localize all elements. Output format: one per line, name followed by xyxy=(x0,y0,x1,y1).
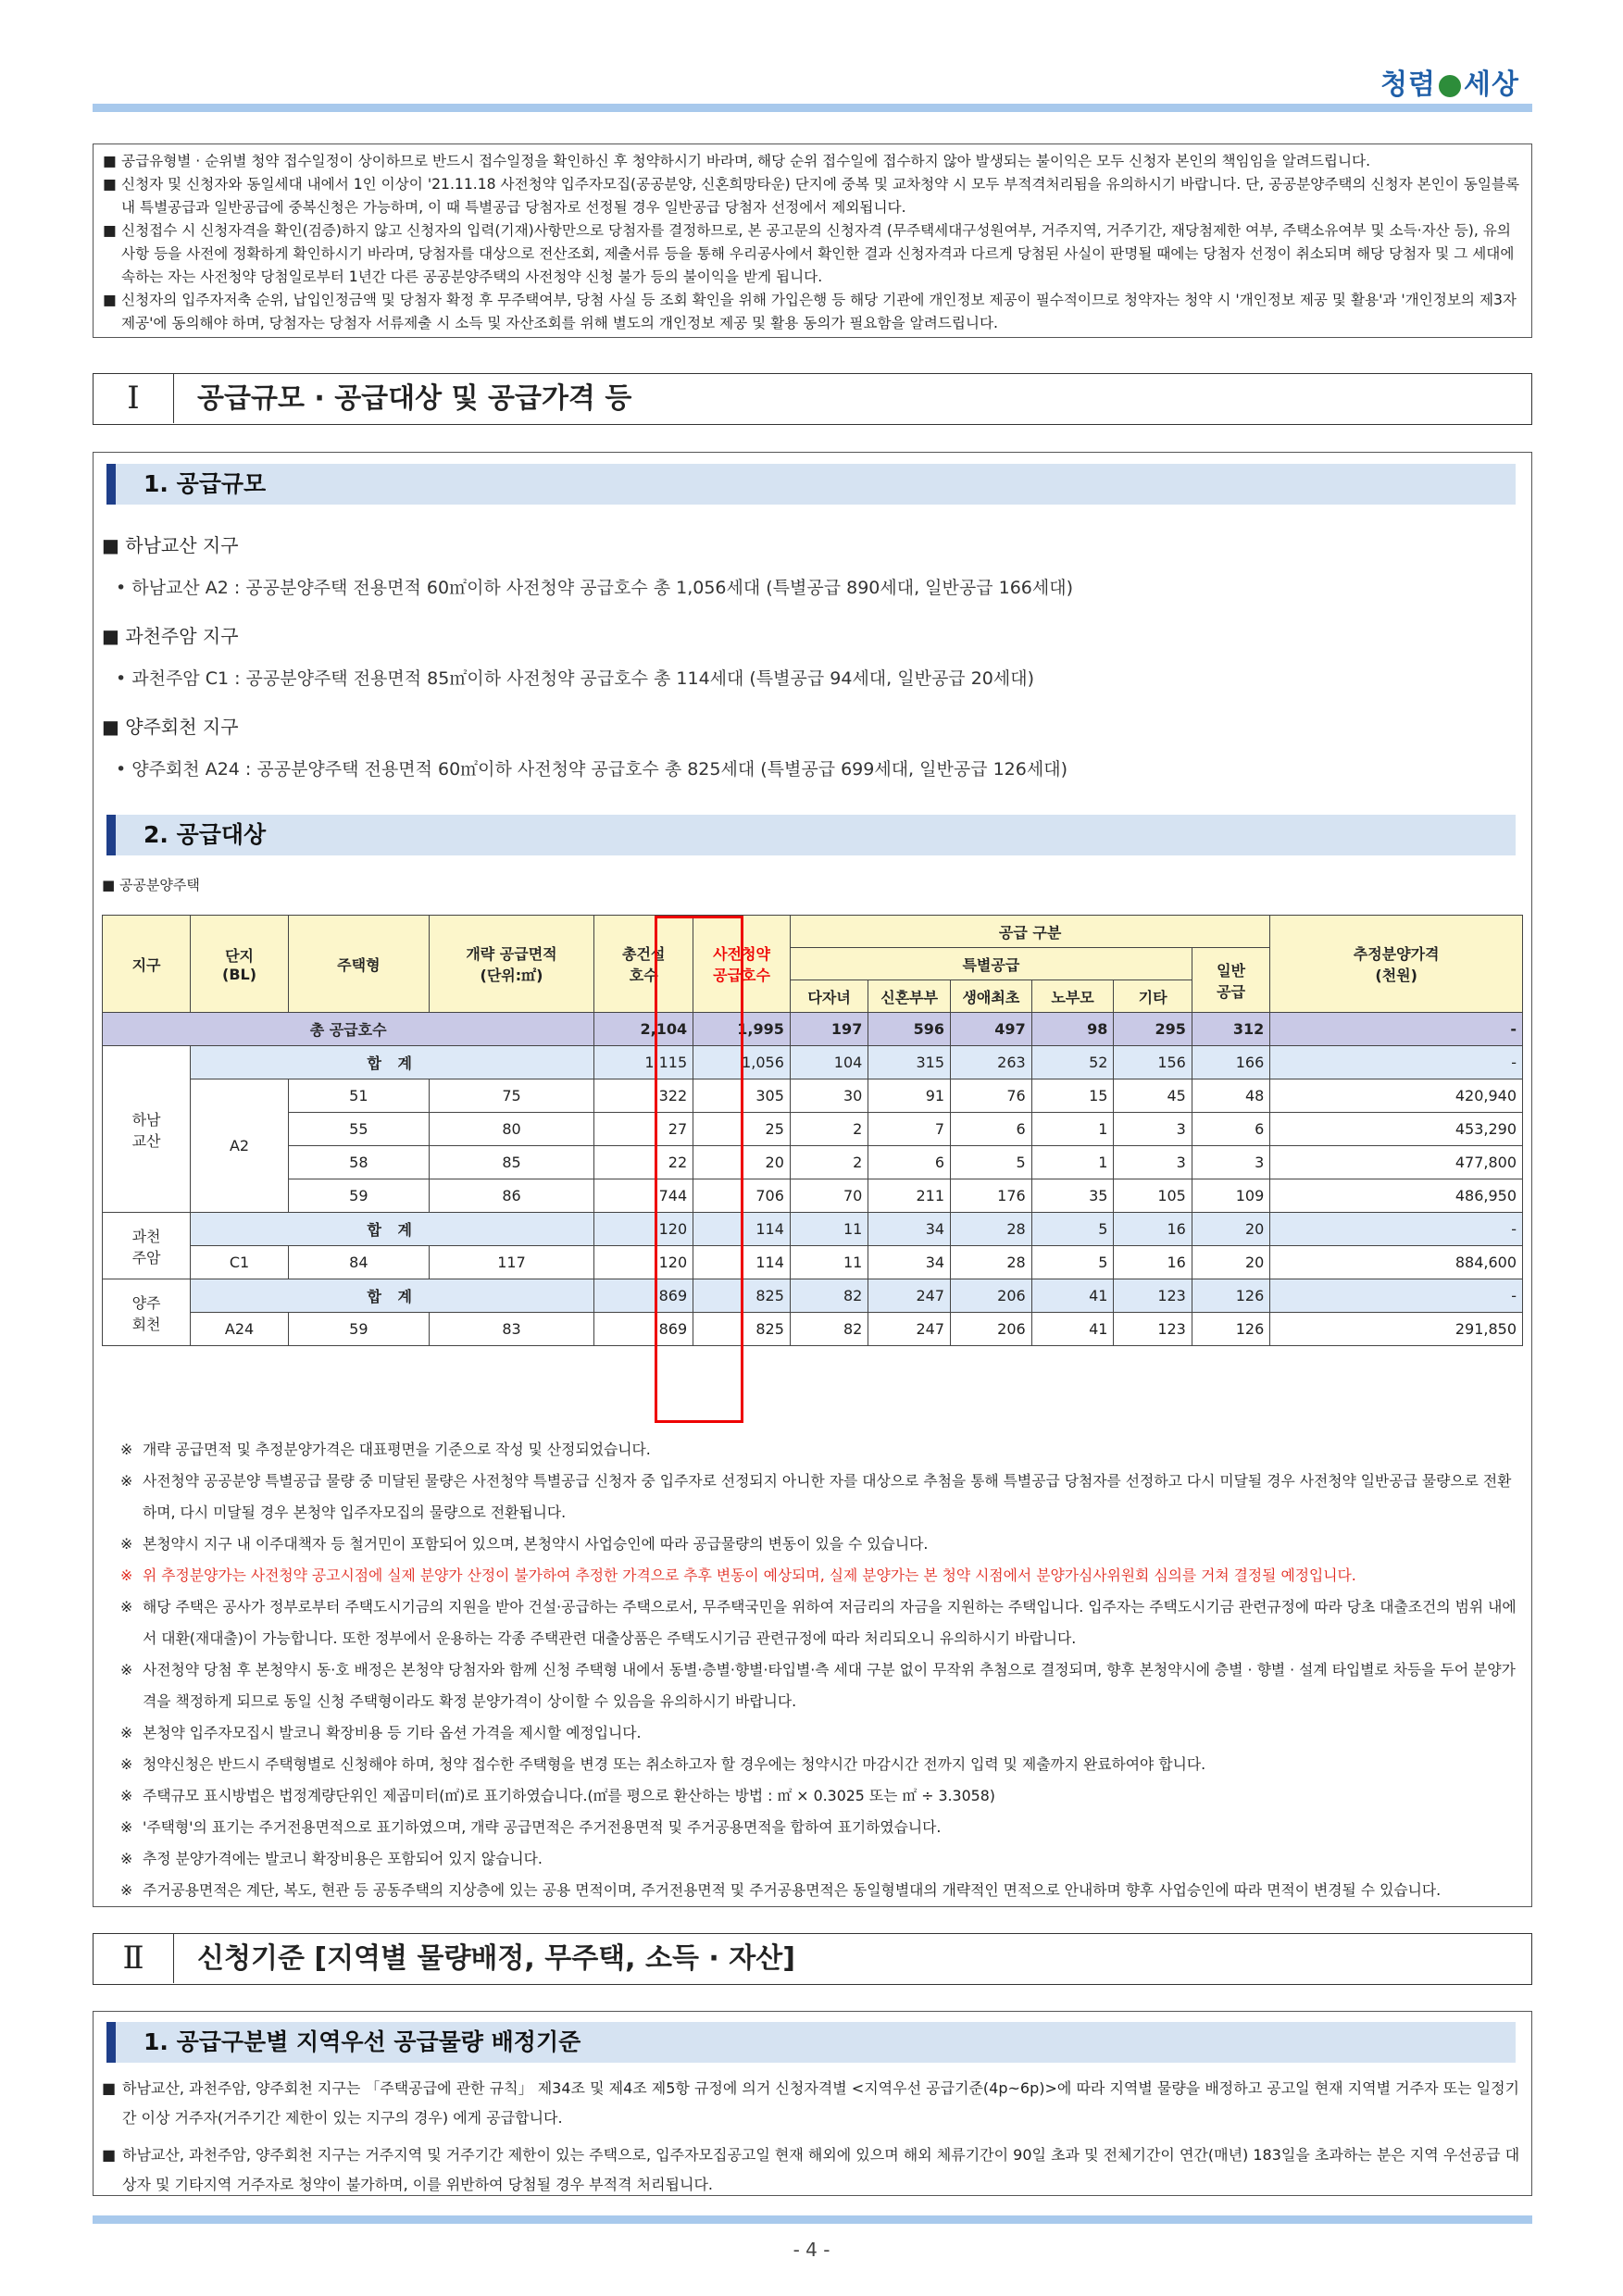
allocation-criteria xyxy=(102,2074,1523,2200)
col-general: 일반 공급 xyxy=(1192,948,1269,1013)
notice-item: ■ 신청자 및 신청자와 동일세대 내에서 1인 이상이 '21.11.18 사전청약 입주자모집(공공분양, 신혼희망타운) 단지에 중복 및 교차청약 시 모두 부적격처리됨을 유의하시기 바랍니다. 단, 공공분양주택의 신청자 본인이 동일블록 내 특별공급과 일반공급에 중복신청은 가능하며, 이 때 특별공급 당첨자로 선정될 경우 일반공급 당첨자 선정에서 제외됩니다. xyxy=(103,176,1520,216)
col-district: 지구 xyxy=(103,916,191,1013)
col-multi: 다자녀 xyxy=(790,980,868,1013)
page-number: - 4 - xyxy=(793,2239,830,2261)
district-description: • 과천주암 C1 : 공공분양주택 전용면적 85㎡이하 사전청약 공급호수 총 114세대 (특별공급 94세대, 일반공급 20세대) xyxy=(116,668,1034,689)
col-type: 주택형 xyxy=(288,916,429,1013)
integrity-logo: 청렴 세상 xyxy=(1380,69,1519,101)
note-item: ※ 본청약 입주자모집시 발코니 확장비용 등 기타 옵션 가격을 제시할 예정입니다. xyxy=(120,1724,642,1741)
table-row-total: 총 공급호수 2,104 1,995 197 596 497 98 295 312 - xyxy=(103,1013,1523,1046)
col-newlywed: 신혼부부 xyxy=(868,980,951,1013)
district-heading: ■ 과천주암 지구 xyxy=(102,625,239,647)
note-item: ※ 본청약시 지구 내 이주대책자 등 철거민이 포함되어 있으며, 본청약시 사업승인에 따라 공급물량의 변동이 있을 수 있습니다. xyxy=(120,1535,929,1553)
notes-list xyxy=(120,1434,1523,1906)
col-supply: 공급 구분 xyxy=(790,916,1269,948)
col-first: 생애최초 xyxy=(951,980,1032,1013)
criteria-item: ■ 하남교산, 과천주암, 양주회천 지구는 「주택공급에 관한 규칙」 제34조 및 제4조 제5항 규정에 의거 신청자격별 <지역우선 공급기준(4p~6p)>에 따라 지역별 물량을 배정하고 공고일 현재 지역별 거주자 또는 일정기간 이상 거주자(거주기간 제한이 있는 지구의 경우) 에게 공급합니다. xyxy=(102,2079,1519,2127)
district-description: • 양주회천 A24 : 공공분양주택 전용면적 60㎡이하 사전청약 공급호수 총 825세대 (특별공급 699세대, 일반공급 126세대) xyxy=(116,759,1067,780)
note-item: ※ 추정 분양가격에는 발코니 확장비용은 포함되어 있지 않습니다. xyxy=(120,1850,543,1867)
section-1-header xyxy=(93,373,1532,425)
table-row: C1 84 117 120 114 11 34 28 5 16 20 884,600 xyxy=(103,1246,1523,1279)
notice-item: ■ 신청접수 시 신청자격을 확인(검증)하지 않고 신청자의 입력(기재)사항만으로 당첨자를 결정하므로, 본 공고문의 신청자격 (무주택세대구성원여부, 거주지역, 거주기간, 재당첨제한 여부, 주택소유여부 및 소득·자산 등), 유의사항 등을 사전에 정확하게 확인하시기 바라며, 당첨자를 대상으로 전산조회, 제출서류 등을 통해 우리공사에서 확인한 결과 신청자격과 다르게 당첨된 사실이 판명될 때에는 당첨자 선정이 취소되며 해당 당첨자 및 그 세대에 속하는 자는 사전청약 당첨일로부터 1년간 다른 공공분양주택의 사전청약 신청 불가 등의 불이익을 받게 됩니다. xyxy=(103,222,1515,285)
subsection-header: 1. 공급구분별 지역우선 공급물량 배정기준 xyxy=(106,2022,1516,2063)
note-item: ※ 주택규모 표시방법은 법정계량단위인 제곱미터(㎡)로 표기하였습니다.(㎡를 평으로 환산하는 방법 : ㎡ × 0.3025 또는 ㎡ ÷ 3.3058) xyxy=(120,1787,995,1804)
district-heading: ■ 하남교산 지구 xyxy=(102,534,239,556)
note-item: ※ 개략 공급면적 및 추정분양가격은 대표평면을 기준으로 작성 및 산정되었습니다. xyxy=(120,1441,651,1458)
section-number: Ⅱ xyxy=(94,1934,174,1983)
subsection-header: 1. 공급규모 xyxy=(106,464,1516,505)
table-row-subtotal: 양주 회천 합 계 869 825 82 247 206 41 123 126 - xyxy=(103,1279,1523,1313)
note-item: ※ 사전청약 당첨 후 본청약시 동·호 배정은 본청약 당첨자와 함께 신청 주택형 내에서 동별·층별·향별·타입별·측 세대 구분 없이 무작위 추첨으로 결정되며, 향후 본청약시에 층별 · 향별 · 설계 타입별로 차등을 두어 분양가격을 책정하게 되므로 동일 신청 주택형이라도 확정 분양가격이 상이할 수 있음을 유의하시기 바랍니다. xyxy=(120,1661,1516,1710)
top-divider xyxy=(93,104,1532,112)
notice-item: ■ 신청자의 입주자저축 순위, 납입인정금액 및 당첨자 확정 후 무주택여부, 당첨 사실 등 조회 확인을 위해 가입은행 등 해당 기관에 개인정보 제공이 필수적이므로 청약자는 청약 시 '개인정보 제공 및 활용'과 '개인정보의 제3자 제공'에 동의해야 하며, 당첨자는 당첨자 서류제출 시 소득 및 자산조회를 위해 별도의 개인정보 제공 및 활용 동의가 필요함을 알려드립니다. xyxy=(103,292,1517,331)
section-number: Ⅰ xyxy=(94,374,174,423)
bottom-divider xyxy=(93,2215,1532,2224)
section-title: 신청기준 [지역별 물량배정, 무주택, 소득 · 자산] xyxy=(197,1942,795,1975)
table-row: A2 51 75 322 305 30 91 76 15 45 48 420,940 xyxy=(103,1079,1523,1113)
col-pre: 사전청약 공급호수 xyxy=(693,916,791,1013)
note-item: ※ 사전청약 공공분양 특별공급 물량 중 미달된 물량은 사전청약 특별공급 신청자 중 입주자로 선정되지 아니한 자를 대상으로 추첨을 통해 특별공급 당첨자를 선정하고 다시 미달될 경우 사전청약 일반공급 물량으로 전환하며, 다시 미달될 경우 본청약 입주자모집의 물량으로 전환됩니다. xyxy=(120,1472,1512,1521)
table-row-subtotal: 하남 교산 합 계 1,115 1,056 104 315 263 52 156 166 - xyxy=(103,1046,1523,1079)
table-row: 58 85 22 20 2 6 5 1 3 3 477,800 xyxy=(103,1146,1523,1179)
supply-table xyxy=(102,915,1523,1346)
note-item-warning: ※ 위 추정분양가는 사전청약 공고시점에 실제 분양가 산정이 불가하여 추정한 가격으로 추후 변동이 예상되며, 실제 분양가는 본 청약 시점에서 분양가심사위원회 심의를 거쳐 결정될 예정입니다. xyxy=(120,1566,1356,1584)
criteria-item: ■ 하남교산, 과천주암, 양주회천 지구는 거주지역 및 거주기간 제한이 있는 주택으로, 입주자모집공고일 현재 해외에 있으며 해외 체류기간이 90일 초과 및 전체기간이 연간(매년) 183일을 초과하는 분은 지역 우선공급 대상자 및 기타지역 거주자로 청약이 불가하며, 이를 위반하여 당첨될 경우 부적격 처리됩니다. xyxy=(102,2146,1520,2193)
subsection-header: 2. 공급대상 xyxy=(106,815,1516,855)
col-special: 특별공급 xyxy=(790,948,1192,980)
col-area: 개략 공급면적 (단위:㎡) xyxy=(429,916,594,1013)
district-heading: ■ 양주회천 지구 xyxy=(102,716,239,738)
table-row-subtotal: 과천 주암 합 계 120 114 11 34 28 5 16 20 - xyxy=(103,1213,1523,1246)
notice-item: ■ 공급유형별 · 순위별 청약 접수일정이 상이하므로 반드시 접수일정을 확인하신 후 청약하시기 바라며, 해당 순위 접수일에 접수하지 않아 발생되는 불이익은 모두 신청자 본인의 책임임을 알려드립니다. xyxy=(103,153,1371,169)
note-item: ※ '주택형'의 표기는 주거전용면적으로 표기하였으며, 개략 공급면적은 주거전용면적 및 주거공용면적을 합하여 표기하였습니다. xyxy=(120,1818,942,1836)
table-row: A24 59 83 869 825 82 247 206 41 123 126 291,850 xyxy=(103,1313,1523,1346)
note-item: ※ 주거공용면적은 계단, 복도, 현관 등 공동주택의 지상층에 있는 공용 면적이며, 주거전용면적 및 주거공용면적은 동일형별대의 개략적인 면적으로 안내하며 향후 사업승인에 따라 면적이 변경될 수 있습니다. xyxy=(120,1881,1442,1899)
col-etc: 기타 xyxy=(1114,980,1192,1013)
col-total: 총건설 호수 xyxy=(594,916,693,1013)
note-item: ※ 해당 주택은 공사가 정부로부터 주택도시기금의 지원을 받아 건설·공급하는 주택으로서, 무주택국민을 위하여 저금리의 자금을 지원하는 주택입니다. 입주자는 주택도시기금 관련규정에 따라 당초 대출조건의 범위 내에서 대환(재대출)이 가능합니다. 또한 정부에서 운용하는 각종 주택관련 대출상품은 주택도시기금 관련규정에 따라 처리되오니 유의하시기 바랍니다. xyxy=(120,1598,1517,1647)
table-row: 55 80 27 25 2 7 6 1 3 6 453,290 xyxy=(103,1113,1523,1146)
district-description: • 하남교산 A2 : 공공분양주택 전용면적 60㎡이하 사전청약 공급호수 총 1,056세대 (특별공급 890세대, 일반공급 166세대) xyxy=(116,578,1074,598)
col-price: 추정분양가격 (천원) xyxy=(1270,916,1523,1013)
note-item: ※ 청약신청은 반드시 주택형별로 신청해야 하며, 청약 접수한 주택형을 변경 또는 취소하고자 할 경우에는 청약시간 마감시간 전까지 입력 및 제출까지 완료하여야 합니다. xyxy=(120,1755,1206,1773)
logo-emblem-icon xyxy=(1439,75,1461,97)
table-caption: ■ 공공분양주택 xyxy=(102,877,200,893)
col-elder: 노부모 xyxy=(1031,980,1114,1013)
section-title: 공급규모 · 공급대상 및 공급가격 등 xyxy=(197,382,632,415)
notice-box xyxy=(93,144,1532,338)
col-block: 단지 (BL) xyxy=(191,916,289,1013)
table-row: 59 86 744 706 70 211 176 35 105 109 486,950 xyxy=(103,1179,1523,1213)
section-2-header xyxy=(93,1933,1532,1985)
